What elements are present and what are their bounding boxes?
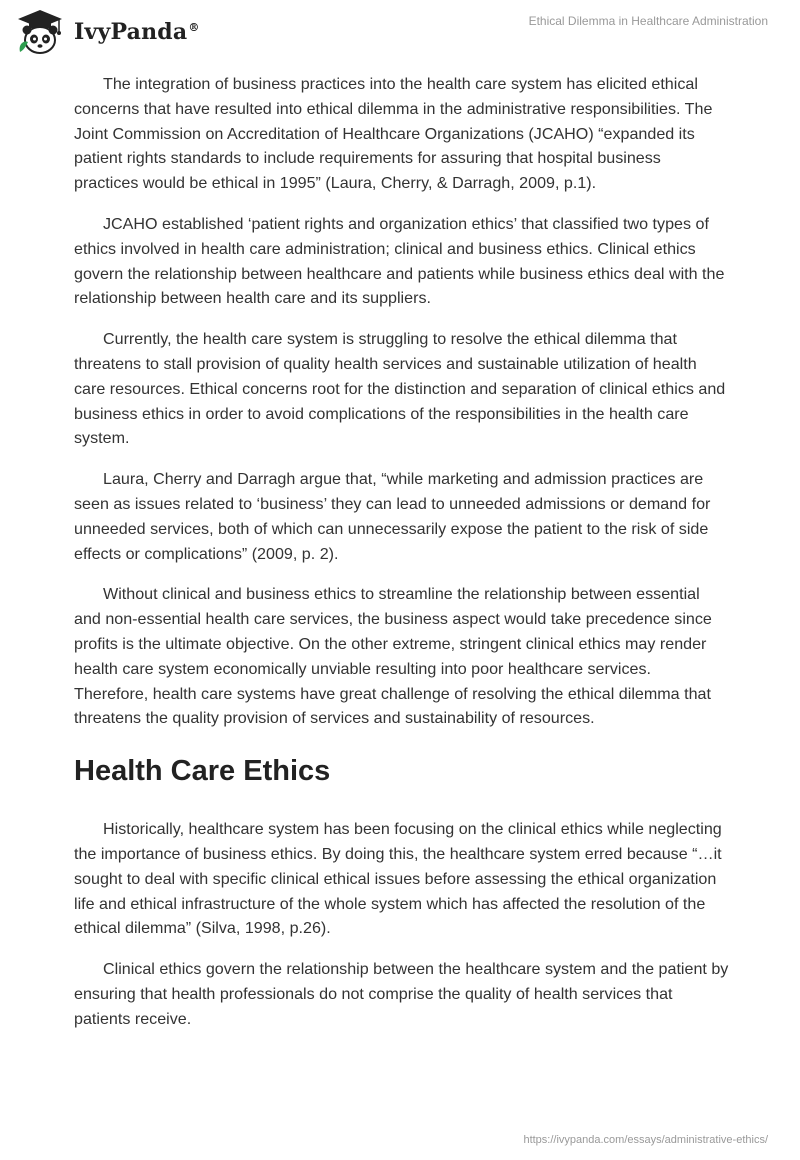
brand-logo[interactable] bbox=[14, 8, 200, 56]
panda-graduate-icon bbox=[14, 8, 66, 56]
paragraph: The integration of business practices into the health care system has elicited ethical concerns that have resulted into ethical dilemma in the administrative responsibilities. The Joint Commission on Accreditation of Healthcare Organizations (JCAHO) “expanded its patient rights standards to include requirements for assuring that hospital business practices would be ethical in 1995” (Laura, Cherry, & Darragh, 2009, p.1). bbox=[74, 75, 713, 193]
paragraph: Historically, healthcare system has been focusing on the clinical ethics while neglecting the importance of business ethics. By doing this, the healthcare system erred because “…it sought to deal with specific clinical ethical issues before assessing the ethical organization life and ethical infrastructure of the whole system which has affected the resolution of the ethical dilemma” (Silva, 1998, p.26). bbox=[74, 820, 722, 938]
brand-name: IvyPanda® bbox=[74, 19, 200, 45]
paragraph: Clinical ethics govern the relationship between the healthcare system and the patient by ensuring that health professionals do not comprise the quality of health services that patients receive. bbox=[74, 960, 729, 1028]
source-url[interactable]: https://ivypanda.com/essays/administrative-ethics/ bbox=[523, 1134, 768, 1146]
essay-body bbox=[74, 72, 729, 1048]
section-heading: Health Care Ethics bbox=[74, 755, 331, 788]
paragraph: JCAHO established ‘patient rights and organization ethics’ that classified two types of ethics involved in health care administration; clinical and business ethics. Clinical ethics govern the relationship between healthcare and patients while business ethics deal with the relationship between health care and its suppliers. bbox=[74, 214, 725, 308]
paragraph: Without clinical and business ethics to streamline the relationship between essential and non-essential health care services, the business aspect would take precedence since profits is the ultimate objective. On the other extreme, stringent clinical ethics may render health care system economically unviable resulting into poor healthcare services. Therefore, health care systems have great challenge of resolving the ethical dilemma that threatens the quality provision of services and sustainability of resources. bbox=[74, 585, 712, 728]
paragraph: Currently, the health care system is struggling to resolve the ethical dilemma that threatens to stall provision of quality health services and sustainable utilization of health care resources. Ethical concerns root for the distinction and separation of clinical ethics and business ethics in order to avoid complications of the responsibilities in the health care system. bbox=[74, 330, 726, 448]
document-title: Ethical Dilemma in Healthcare Administration bbox=[528, 14, 768, 28]
page-header bbox=[0, 0, 800, 60]
paragraph: Laura, Cherry and Darragh argue that, “while marketing and admission practices are seen as issues related to ‘business’ they can lead to unneeded admissions or demand for unneeded services, both of which can unnecessarily expose the patient to the risk of side effects or complications” (2009, p. 2). bbox=[74, 470, 711, 563]
